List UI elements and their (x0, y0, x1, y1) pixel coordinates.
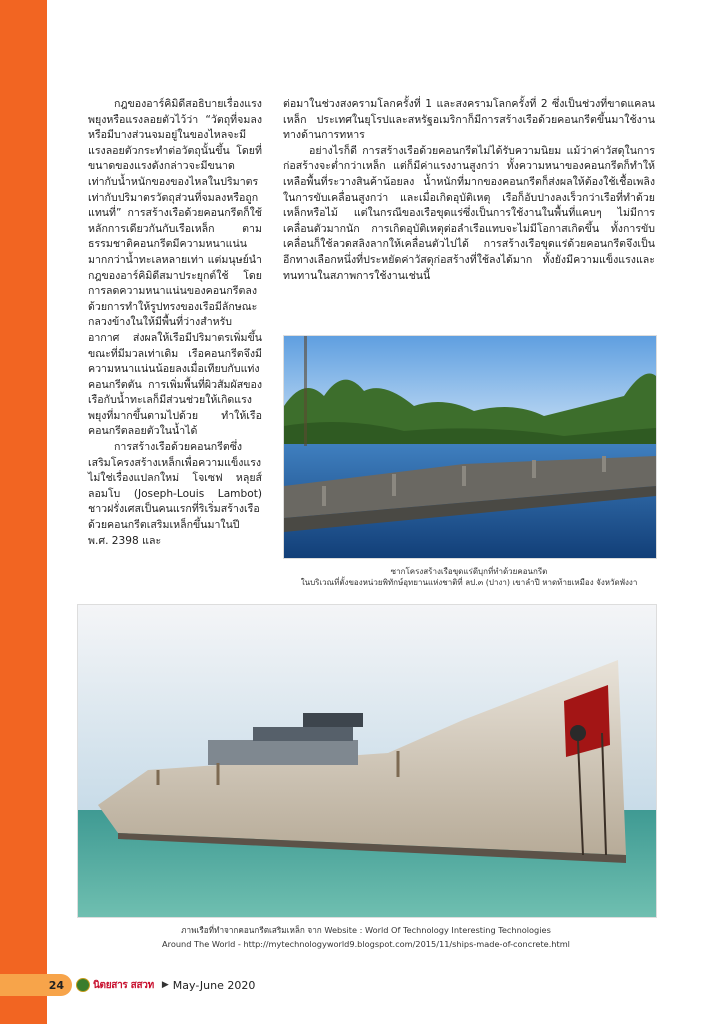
paragraph: กฎของอาร์คิมิดีสอธิบายเรื่องแรงพยุงหรือแรงลอยตัวไว้ว่า “วัตถุที่จมลงหรือมีบางส่วนจมอยู่ในของไหลจะมีแรงลอยตัวกระทำต่อวัตถุนั้นขึ้น โดยที่ขนาดของแรงดังกล่าวจะมีขนาดเท่ากับน้ำหนักของของไหลในปริมาตรเท่ากับปริมาตรวัตถุส่วนที่จมลงหรือถูกแทนที่” การสร้างเรือด้วยคอนกรีตก็ใช้หลักการเดียวกันกับเรือเหล็ก ตามธรรมชาติคอนกรีตมีความหนาแน่นมากกว่าน้ำทะเลหลายเท่า แต่มนุษย์นำกฎของอาร์คิมิดีสมาประยุกต์ใช้ โดยการลดความหนาแน่นของคอนกรีตลงด้วยการทำให้รูปทรงของเรือมีลักษณะกลวงข้างในให้มีพื้นที่ว่างสำหรับอากาศ ส่งผลให้เรือมีปริมาตรเพิ่มขึ้นขณะที่มีมวลเท่าเดิม เรือคอนกรีตจึงมีความหนาแน่นน้อยลงเมื่อเทียบกับแท่งคอนกรีตตัน การเพิ่มพื้นที่ผิวสัมผัสของเรือกับน้ำทะเลก็มีส่วนช่วยให้เกิดแรงพยุงที่มากขึ้นตามไปด้วย ทำให้เรือคอนกรีตลอยตัวในน้ำได้ (88, 98, 262, 438)
article-left-column (88, 97, 262, 549)
issue-date: May-June 2020 (172, 978, 256, 992)
dredge-remains-photo (283, 335, 657, 559)
logo-emblem-icon (76, 978, 90, 992)
concrete-ship-photo (77, 604, 657, 918)
photo-caption: ภาพเรือที่ทำจากคอนกรีตเสริมเหล็ก จาก Website : World Of Technology Interesting Technologies Around The World - http://mytechnologyworld9.blogspot.com/2015/11/ships-made-of-concrete.html (162, 925, 570, 949)
paragraph: อย่างไรก็ดี การสร้างเรือด้วยคอนกรีตไม่ได้รับความนิยม แม้ว่าค่าวัสดุในการก่อสร้างจะต่ำกว่าเหล็ก แต่ก็มีค่าแรงงานสูงกว่า ทั้งความหนาของคอนกรีตก็ทำให้เหลือพื้นที่ระวางสินค้าน้อยลง น้ำหนักที่มากของคอนกรีตก็ส่งผลให้ต้องใช้เชื้อเพลิงในการขับเคลื่อนสูงกว่า และเมื่อเกิดอุบัติเหตุ เรือก็อับปางลงเร็วกว่าเรือที่ทำด้วยเหล็กหรือไม้ แต่ในกรณีของเรือขุดแร่ซึ่งเป็นการใช้งานในพื้นที่แคบๆ ไม่มีการเคลื่อนตัวมากนัก การเกิดอุบัติเหตุต่อลำเรือแทบจะไม่มีโอกาสเกิดขึ้น ทั้งการขับเคลื่อนก็ใช้ลวดสลิงลากให้เคลื่อนตัวไปได้ การสร้างเรือขุดแร่ด้วยคอนกรีตจึงเป็นอีกทางเลือกหนึ่งที่ประหยัดค่าวัสดุก่อสร้างที่ใช้ลงได้มาก ทั้งยังมีความแข็งแรงและทนทานในสภาพการใช้งานเช่นนี้ (283, 144, 655, 282)
photo-caption: ซากโครงสร้างเรือขุดแร่ดีบุกที่ทำด้วยคอนกรีต ในบริเวณที่ตั้งของหน่วยพิทักษ์อุทยานแห่งชาติที่ ลป.๓ (ปางา) เขาลำปี หาดท้ายเหมือง จังหวัดพังงา (300, 567, 638, 587)
paragraph: การสร้างเรือด้วยคอนกรีตซึ่งเสริมโครงสร้างเหล็กเพื่อความแข็งแรงไม่ใช่เรื่องแปลกใหม่ โจเซฟ หลุยส์ ลอมโบ (Joseph-Louis Lambot) ชาวฝรั่งเศสเป็นคนแรกที่ริเริ่มสร้างเรือด้วยคอนกรีตเสริมเหล็กขึ้นมาในปี พ.ศ. 2398 และ (88, 441, 262, 547)
paragraph: ต่อมาในช่วงสงครามโลกครั้งที่ 1 และสงครามโลกครั้งที่ 2 ซึ่งเป็นช่วงที่ขาดแคลนเหล็ก ประเทศในยุโรปและสหรัฐอเมริกาก็มีการสร้างเรือด้วยคอนกรีตขึ้นมาใช้งานทางด้านการทหาร (283, 98, 655, 142)
magazine-logo (76, 978, 154, 993)
side-color-bar (0, 0, 47, 1024)
article-right-column (283, 97, 655, 284)
play-triangle-icon: ▶ (161, 980, 169, 990)
logo-wordmark: นิตยสาร สสวท (93, 979, 154, 991)
page-footer (0, 974, 400, 996)
page-number: 24 (0, 974, 72, 996)
